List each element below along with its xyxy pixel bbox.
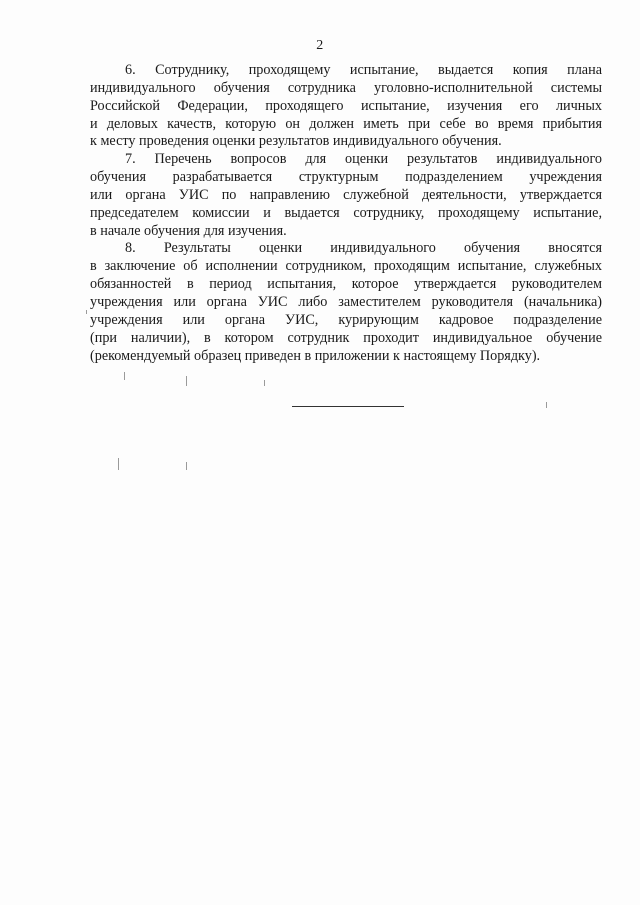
scan-speck xyxy=(86,310,87,314)
scan-speck xyxy=(124,372,125,380)
text-line: в начале обучения для изучения. xyxy=(90,222,287,239)
scan-speck xyxy=(118,458,119,470)
page-number: 2 xyxy=(316,38,324,53)
text-line: обязанностей в период испытания, которое утверждается руководителем xyxy=(90,276,602,293)
text-line: учреждения или органа УИС либо заместителем руководителя (начальника) xyxy=(90,293,602,310)
text-line: обучения разрабатывается структурным подразделением учреждения xyxy=(90,169,602,186)
paragraph-8 xyxy=(90,240,602,365)
text-line: или органа УИС по направлению служебной деятельности, утверждается xyxy=(90,186,602,203)
text-line: и деловых качеств, которую он должен иметь при себе во время прибытия xyxy=(90,115,602,132)
document-body xyxy=(90,62,602,365)
text-line: 6. Сотруднику, проходящему испытание, выдается копия плана xyxy=(125,62,602,78)
scan-speck xyxy=(186,376,187,386)
text-line: (при наличии), в котором сотрудник проходит индивидуальное обучение xyxy=(90,329,602,346)
text-line: в заключение об исполнении сотрудником, проходящим испытание, служебных xyxy=(90,258,602,275)
text-line: (рекомендуемый образец приведен в приложении к настоящему Порядку). xyxy=(90,347,541,364)
text-line: Российской Федерации, проходящего испытание, изучения его личных xyxy=(90,97,602,114)
text-line: 8. Результаты оценки индивидуального обучения вносятся xyxy=(125,240,602,257)
paragraph-7 xyxy=(90,151,602,240)
scan-speck xyxy=(186,462,187,470)
text-line: 7. Перечень вопросов для оценки результатов индивидуального xyxy=(125,151,602,168)
text-line: индивидуального обучения сотрудника уголовно-исполнительной системы xyxy=(90,79,602,96)
end-separator-line xyxy=(292,406,404,407)
scan-speck xyxy=(546,402,547,408)
text-line: к месту проведения оценки результатов индивидуального обучения. xyxy=(90,133,502,150)
paragraph-6 xyxy=(90,62,602,151)
text-line: учреждения или органа УИС, курирующим кадровое подразделение xyxy=(90,311,602,328)
text-line: председателем комиссии и выдается сотруднику, проходящему испытание, xyxy=(90,204,602,221)
scan-speck xyxy=(264,380,265,386)
